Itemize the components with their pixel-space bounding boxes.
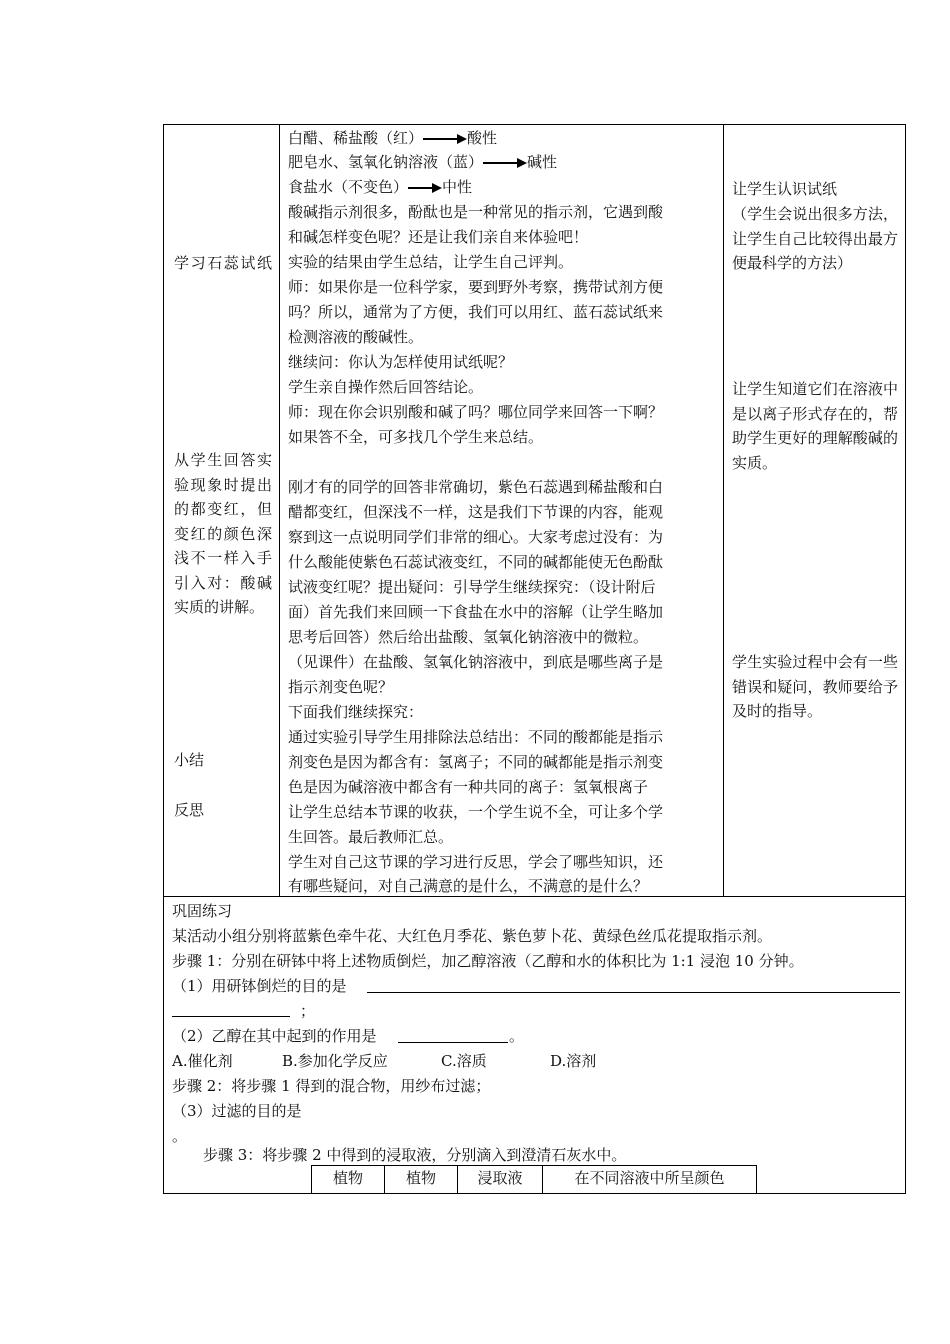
- mid-line-9: 检测溶液的酸碱性。: [288, 328, 424, 346]
- right-note-2: [732, 202, 898, 276]
- option-d[interactable]: D.溶剂: [550, 1052, 597, 1070]
- mid-line-11: 学生亲自操作然后回答结论。: [288, 378, 484, 396]
- mid-line-18: 试液变红呢？提出疑问：引导学生继续探究：（设计附后: [288, 578, 656, 596]
- question-1-end: ；: [300, 1002, 316, 1020]
- mid-line-1-text: 白醋、稀盐酸（红）: [288, 129, 424, 147]
- left-label-acid-base: [174, 448, 272, 620]
- exercise-step-1: 步骤 1：分别在研钵中将上述物质倒烂，加乙醇溶液（乙醇和水的体积比为 1:1 浸泡 10 分钟。: [172, 952, 804, 970]
- option-b[interactable]: B.参加化学反应: [282, 1052, 388, 1070]
- arrow-right-icon: [483, 157, 527, 169]
- mid-line-24: 通过实验引导学生用排除法总结出：不同的酸都能是指示: [288, 728, 664, 746]
- option-c[interactable]: C.溶质: [441, 1052, 487, 1070]
- right-note-4: [732, 650, 898, 724]
- mid-line-27: 让学生总结本节课的收获，一个学生说不全，可让多个学: [288, 803, 664, 821]
- mid-line-8: 吗？所以，通常为了方便，我们可以用红、蓝石蕊试纸来: [288, 303, 664, 321]
- mid-line-13: 如果答不全，可多找几个学生来总结。: [288, 428, 544, 446]
- table-border-right: [905, 124, 906, 1194]
- mid-line-28: 生回答。最后教师汇总。: [288, 828, 454, 846]
- right-note-4-text: 学生实验过程中会有一些错误和疑问，教师要给予及时的指导。: [732, 653, 898, 720]
- table-border-left: [163, 124, 164, 1194]
- left-label-litmus-text: 学习石蕊试纸: [174, 254, 272, 272]
- mid-line-25: 剂变色是因为都含有：氢离子；不同的碱都能是指示剂变: [288, 753, 664, 771]
- mid-line-14: 刚才有的同学的回答非常确切，紫色石蕊遇到稀盐酸和白: [288, 478, 664, 496]
- mid-line-3: [288, 175, 472, 199]
- arrow-right-icon: [408, 182, 442, 194]
- column-divider-2: [723, 124, 724, 897]
- answer-blank-2[interactable]: [398, 1042, 508, 1043]
- right-note-3-text: 让学生知道它们在溶液中是以离子形式存在的，帮助学生更好的理解酸碱的实质。: [732, 380, 898, 472]
- table-header-plant-1: 植物: [332, 1169, 363, 1187]
- exercise-step-2: 步骤 2：将步骤 1 得到的混合物，用纱布过滤；: [172, 1077, 491, 1095]
- left-label-summary: 小结: [174, 751, 205, 769]
- mid-line-3-result: 中性: [442, 178, 473, 196]
- table-header-plant-2: 植物: [405, 1169, 436, 1187]
- mid-line-19: 面）首先我们来回顾一下食盐在水中的溶解（让学生略加: [288, 603, 664, 621]
- mid-line-7: 师：如果你是一位科学家，要到野外考察，携带试剂方便: [288, 278, 664, 296]
- table-border-top: [163, 124, 906, 125]
- mid-line-15: 醋都变红，但深浅不一样，这是我们下节课的内容，能观: [288, 503, 664, 521]
- right-note-3: [732, 377, 898, 475]
- exercise-step-3: 步骤 3：将步骤 2 中得到的浸取液，分别滴入到澄清石灰水中。: [203, 1146, 627, 1164]
- answer-blank-1[interactable]: [367, 992, 900, 993]
- mid-line-5: 和碱怎样变色呢？还是让我们亲自来体验吧！: [288, 228, 589, 246]
- table-border-bottom: [163, 1193, 906, 1194]
- mid-line-2: [288, 150, 557, 174]
- question-3-end: 。: [172, 1127, 188, 1145]
- mid-line-2-result: 碱性: [527, 153, 558, 171]
- mid-line-1-result: 酸性: [467, 129, 498, 147]
- mid-line-17: 什么酸能使紫色石蕊试液变红，不同的碱都能使无色酚酞: [288, 553, 664, 571]
- exercise-title: 巩固练习: [172, 902, 233, 920]
- mid-line-1: [288, 126, 497, 150]
- column-divider-1: [279, 124, 280, 897]
- arrow-right-icon: [423, 133, 467, 145]
- mid-line-22: 指示剂变色呢？: [288, 678, 394, 696]
- inner-table-right: [756, 1165, 757, 1193]
- left-label-acid-base-text: 从学生回答实验现象时提出的都变红，但变红的颜色深浅不一样入手引入对：酸碱实质的讲解。: [174, 451, 272, 616]
- question-2: （2）乙醇在其中起到的作用是: [172, 1027, 377, 1045]
- mid-line-12: 师：现在你会识别酸和碱了吗？哪位同学来回答一下啊？: [288, 403, 664, 421]
- answer-blank-1-cont[interactable]: [172, 1016, 290, 1017]
- left-label-reflection: 反思: [174, 801, 205, 819]
- mid-line-2-text: 肥皂水、氢氧化钠溶液（蓝）: [288, 153, 484, 171]
- mid-line-21: （见课件）在盐酸、氢氧化钠溶液中，到底是哪些离子是: [288, 653, 664, 671]
- table-header-extract: 浸取液: [477, 1169, 523, 1187]
- option-a[interactable]: A.催化剂: [172, 1052, 233, 1070]
- mid-line-23: 下面我们继续探究：: [288, 703, 424, 721]
- mid-line-3-text: 食盐水（不变色）: [288, 178, 409, 196]
- mid-line-26: 色是因为碱溶液中都含有一种共同的离子：氢氧根离子: [288, 778, 649, 796]
- mid-line-10: 继续问：你认为怎样使用试纸呢？: [288, 353, 514, 371]
- right-note-2-text: （学生会说出很多方法，让学生自己比较得出最方便最科学的方法）: [732, 205, 898, 272]
- mid-line-4: 酸碱指示剂很多，酚酞也是一种常见的指示剂，它遇到酸: [288, 203, 664, 221]
- question-1: （1）用研钵倒烂的目的是: [172, 977, 347, 995]
- question-2-end: 。: [509, 1027, 525, 1045]
- right-note-1: 让学生认识试纸: [732, 180, 838, 198]
- mid-line-16: 察到这一点说明同学们非常的细心。大家考虑过没有：为: [288, 528, 664, 546]
- question-3: （3）过滤的目的是: [172, 1102, 302, 1120]
- mid-line-30: 有哪些疑问，对自己满意的是什么，不满意的是什么？: [288, 877, 649, 895]
- left-label-litmus: [174, 251, 272, 276]
- exercise-intro: 某活动小组分别将蓝紫色牵牛花、大红色月季花、紫色萝卜花、黄绿色丝瓜花提取指示剂。: [172, 927, 773, 945]
- mid-line-6: 实验的结果由学生总结，让学生自己评判。: [288, 253, 574, 271]
- mid-line-29: 学生对自己这节课的学习进行反思，学会了哪些知识，还: [288, 853, 664, 871]
- mid-line-20: 思考后回答）然后给出盐酸、氢氧化钠溶液中的微粒。: [288, 628, 649, 646]
- table-header-color: 在不同溶液中所呈颜色: [574, 1169, 725, 1187]
